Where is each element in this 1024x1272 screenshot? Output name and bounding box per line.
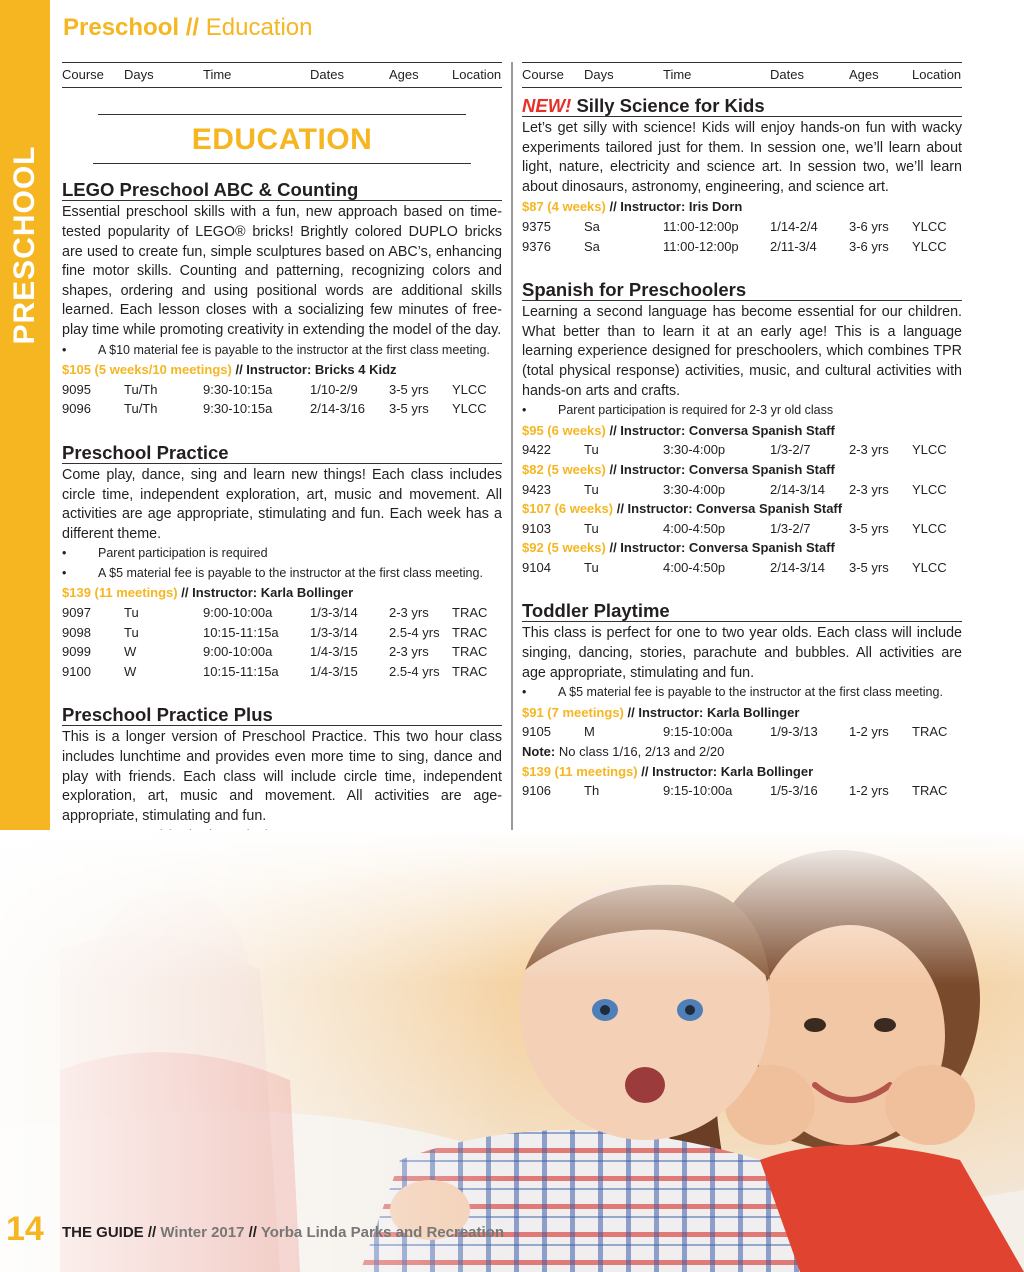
ages: 3-6 yrs <box>849 218 889 234</box>
col-ages: Ages <box>849 67 879 82</box>
table-row <box>62 623 502 643</box>
location: YLCC <box>912 442 947 458</box>
practice-price: $139 (11 meetings) <box>62 585 178 601</box>
note-text: No class 1/16, 2/13 and 2/20 <box>558 744 725 760</box>
spanish-price-1: $95 (6 weeks) <box>522 422 606 438</box>
days: Tu/Th <box>124 401 158 417</box>
note-label: Note: <box>522 744 556 760</box>
spanish-price-4: $92 (5 weeks) <box>522 540 606 556</box>
location: YLCC <box>912 218 947 234</box>
silly-price: $87 (4 weeks) <box>522 199 606 215</box>
time: 9:00-10:00a <box>203 644 273 660</box>
location: TRAC <box>912 724 948 740</box>
spanish-title: Spanish for Preschoolers <box>522 280 962 301</box>
ages: 3-5 yrs <box>849 520 889 536</box>
col-location: Location <box>912 67 962 82</box>
lego-title: LEGO Preschool ABC & Counting <box>62 180 502 201</box>
column-header-left <box>62 62 502 88</box>
location: YLCC <box>452 401 487 417</box>
col-time: Time <box>663 67 692 82</box>
spanish-instructor-3: // Instructor: Conversa Spanish Staff <box>616 501 843 517</box>
dates: 1/4-3/15 <box>310 644 358 660</box>
ages: 1-2 yrs <box>849 783 889 799</box>
time: 3:30-4:00p <box>663 481 726 497</box>
toddler-title: Toddler Playtime <box>522 601 962 622</box>
dates: 1/3-3/14 <box>310 605 358 621</box>
ages: 3-5 yrs <box>389 381 429 397</box>
days: Tu <box>584 481 599 497</box>
footer-sep-2: // <box>248 1224 257 1241</box>
table-row <box>522 217 962 237</box>
footer-season: Winter 2017 <box>160 1224 245 1241</box>
col-dates: Dates <box>310 67 344 82</box>
children-photo-graphic <box>0 830 1024 1272</box>
time: 9:15-10:00a <box>663 783 733 799</box>
footer <box>62 1224 504 1241</box>
practice-plus-description: This is a longer version of Preschool Practice. This two hour class includes lunchtime and provides even more time to sing, dance and play with friends. Each class will include circle time, independent exploration, art, music and movement. All activities are age-appropriate, stimulating and fun. <box>62 729 502 824</box>
toddler-price-line-1 <box>522 703 962 723</box>
course-number: 9104 <box>522 559 551 575</box>
dates: 1/3-3/14 <box>310 624 358 640</box>
spanish-price-line-4 <box>522 538 962 558</box>
location: TRAC <box>452 624 488 640</box>
spanish-instructor-2: // Instructor: Conversa Spanish Staff <box>609 461 835 477</box>
col-ages: Ages <box>389 67 419 82</box>
dates: 1/3-2/7 <box>770 520 811 536</box>
location: TRAC <box>452 605 488 621</box>
spanish-instructor-1: // Instructor: Conversa Spanish Staff <box>609 422 835 438</box>
right-column <box>522 62 962 801</box>
lego-bullet-fee: • A $10 material fee is payable to the instructor at the first class meeting. <box>62 341 502 361</box>
children-photo <box>0 830 1024 1272</box>
toddler-price-line-2 <box>522 762 962 782</box>
days: Th <box>584 783 600 799</box>
header-section: Preschool <box>63 14 180 41</box>
location: YLCC <box>912 559 947 575</box>
time: 10:15-11:15a <box>203 663 279 679</box>
days: Sa <box>584 218 600 234</box>
table-row <box>62 399 502 419</box>
location: YLCC <box>912 520 947 536</box>
ages: 3-5 yrs <box>389 401 429 417</box>
col-course: Course <box>62 67 104 82</box>
time: 9:30-10:15a <box>203 381 273 397</box>
course-number: 9100 <box>62 663 91 679</box>
education-rule-top <box>98 114 466 115</box>
column-divider <box>511 62 513 832</box>
course-number: 9422 <box>522 442 551 458</box>
dates: 1/3-2/7 <box>770 442 811 458</box>
ages: 1-2 yrs <box>849 724 889 740</box>
location: TRAC <box>452 644 488 660</box>
time: 4:00-4:50p <box>663 520 726 536</box>
ages: 2-3 yrs <box>849 442 889 458</box>
col-course: Course <box>522 67 564 82</box>
lego-description: Essential preschool skills with a fun, new approach based on time-tested popularity of LEGO® bricks! Brightly colored DUPLO bricks are used to create fun, simple sculptures based on ABC’s, enhancing fine motor skills. Counting and patterning, recognizing colors and shapes, ordering and using positional words are additional skills learned. Each lesson closes with a socializing few minutes of free-play time while promoting creativity in extending the model of the day. <box>62 204 502 338</box>
toddler-bullet-fee: • A $5 material fee is payable to the instructor at the first class meeting. <box>522 683 962 703</box>
table-row <box>522 440 962 460</box>
table-row <box>62 380 502 400</box>
time: 11:00-12:00p <box>663 238 739 254</box>
ages: 3-5 yrs <box>849 559 889 575</box>
practice-plus-title: Preschool Practice Plus <box>62 705 502 726</box>
practice-bullet-parent: • Parent participation is required <box>62 544 502 564</box>
days: W <box>124 644 137 660</box>
time: 10:15-11:15a <box>203 624 279 640</box>
col-days: Days <box>124 67 154 82</box>
table-row <box>522 558 962 578</box>
practice-bullet-fee: • A $5 material fee is payable to the instructor at the first class meeting. <box>62 564 502 584</box>
practice-instructor: // Instructor: Karla Bollinger <box>181 585 354 601</box>
silly-science-title-text: Silly Science for Kids <box>576 95 765 116</box>
silly-science-title <box>522 96 962 117</box>
spanish-price-line-3 <box>522 499 962 519</box>
course-number: 9375 <box>522 218 551 234</box>
toddler-price-1: $91 (7 meetings) <box>522 704 624 720</box>
table-row <box>522 519 962 539</box>
spanish-instructor-4: // Instructor: Conversa Spanish Staff <box>609 540 835 556</box>
days: Tu/Th <box>124 381 158 397</box>
days: Tu <box>584 520 599 536</box>
practice-price-line <box>62 583 502 603</box>
course-number: 9106 <box>522 783 551 799</box>
time: 9:30-10:15a <box>203 401 273 417</box>
table-row <box>62 642 502 662</box>
days: Tu <box>584 442 599 458</box>
col-time: Time <box>203 67 232 82</box>
dates: 1/10-2/9 <box>310 381 358 397</box>
col-dates: Dates <box>770 67 804 82</box>
dates: 1/4-3/15 <box>310 663 358 679</box>
education-banner <box>62 114 502 164</box>
course-number: 9099 <box>62 644 91 660</box>
practice-description: Come play, dance, sing and learn new things! Each class includes circle time, independent exploration, art, music and movement. All activities are age appropriate, stimulating and fun. Each week has a different theme. <box>62 466 502 542</box>
time: 11:00-12:00p <box>663 218 739 234</box>
silly-price-line <box>522 197 962 217</box>
days: W <box>124 663 137 679</box>
col-location: Location <box>452 67 502 82</box>
toddler-price-2: $139 (11 meetings) <box>522 763 638 779</box>
sidebar-label: PRESCHOOL <box>8 145 41 345</box>
course-number: 9096 <box>62 401 91 417</box>
page-header <box>63 14 312 42</box>
table-row <box>522 480 962 500</box>
toddler-description: This class is perfect for one to two year olds. Each class will include singing, dancing, stories, parachute and bubbles. All activities are age appropriate, stimulating and fun. <box>522 625 962 681</box>
location: TRAC <box>452 663 488 679</box>
ages: 2-3 yrs <box>389 644 429 660</box>
dates: 1/14-2/4 <box>770 218 818 234</box>
ages: 2-3 yrs <box>849 481 889 497</box>
days: Tu <box>124 605 139 621</box>
dates: 2/14-3/14 <box>770 481 825 497</box>
course-number: 9098 <box>62 624 91 640</box>
footer-sep-1: // <box>147 1224 157 1241</box>
education-title: EDUCATION <box>191 123 373 157</box>
ages: 2-3 yrs <box>389 605 429 621</box>
course-number: 9097 <box>62 605 91 621</box>
practice-title: Preschool Practice <box>62 443 502 464</box>
course-number: 9103 <box>522 520 551 536</box>
toddler-instructor-2: // Instructor: Karla Bollinger <box>641 763 814 779</box>
dates: 1/9-3/13 <box>770 724 818 740</box>
footer-guide: THE GUIDE <box>62 1224 144 1241</box>
course-number: 9095 <box>62 381 91 397</box>
education-rule-bottom <box>93 163 471 164</box>
spanish-description: Learning a second language has become essential for our children. What better than to learn it at an early age! This is a language learning experience designed for preschoolers, which combines TPR (total physical response) activities, music, and cultural activities with hands-on arts and crafts. <box>522 304 962 399</box>
course-number: 9105 <box>522 724 551 740</box>
ages: 2.5-4 yrs <box>389 624 440 640</box>
lego-price-line <box>62 360 502 380</box>
days: Tu <box>584 559 599 575</box>
header-subsection: Education <box>205 14 313 41</box>
course-number: 9423 <box>522 481 551 497</box>
ages: 3-6 yrs <box>849 238 889 254</box>
dates: 2/11-3/4 <box>770 238 817 254</box>
spanish-price-3: $107 (6 weeks) <box>522 501 614 517</box>
table-row <box>62 603 502 623</box>
toddler-instructor-1: // Instructor: Karla Bollinger <box>627 704 800 720</box>
silly-science-description: Let’s get silly with science! Kids will enjoy hands-on fun with wacky experiments tailored just for them. In session one, we’ll learn about light, nature, electricity and science art. In session two, we’ll learn about dinosaurs, astronomy, engineering, and science art. <box>522 120 962 195</box>
table-row <box>62 662 502 682</box>
location: YLCC <box>452 381 487 397</box>
page-number: 14 <box>6 1210 44 1248</box>
table-row <box>522 722 962 742</box>
dates: 2/14-3/16 <box>310 401 365 417</box>
toddler-note <box>522 742 962 762</box>
time: 9:00-10:00a <box>203 605 273 621</box>
header-separator: // <box>185 14 200 41</box>
dates: 2/14-3/14 <box>770 559 825 575</box>
days: M <box>584 724 595 740</box>
ages: 2.5-4 yrs <box>389 663 440 679</box>
table-row <box>522 237 962 257</box>
footer-org: Yorba Linda Parks and Recreation <box>260 1224 505 1241</box>
location: YLCC <box>912 481 947 497</box>
new-badge: NEW! <box>522 95 572 116</box>
course-number: 9376 <box>522 238 551 254</box>
lego-price: $105 (5 weeks/10 meetings) <box>62 362 232 378</box>
spanish-bullet-parent: • Parent participation is required for 2-3 yr old class <box>522 401 962 421</box>
spanish-price-line-2 <box>522 460 962 480</box>
col-days: Days <box>584 67 614 82</box>
time: 4:00-4:50p <box>663 559 726 575</box>
days: Tu <box>124 624 139 640</box>
dates: 1/5-3/16 <box>770 783 818 799</box>
table-row <box>522 781 962 801</box>
spanish-price-2: $82 (5 weeks) <box>522 461 606 477</box>
spanish-price-line-1 <box>522 421 962 441</box>
days: Sa <box>584 238 600 254</box>
silly-instructor: // Instructor: Iris Dorn <box>609 199 743 215</box>
time: 3:30-4:00p <box>663 442 726 458</box>
location: TRAC <box>912 783 948 799</box>
time: 9:15-10:00a <box>663 724 733 740</box>
column-header-right <box>522 62 962 88</box>
location: YLCC <box>912 238 947 254</box>
lego-instructor: // Instructor: Bricks 4 Kidz <box>235 362 397 378</box>
